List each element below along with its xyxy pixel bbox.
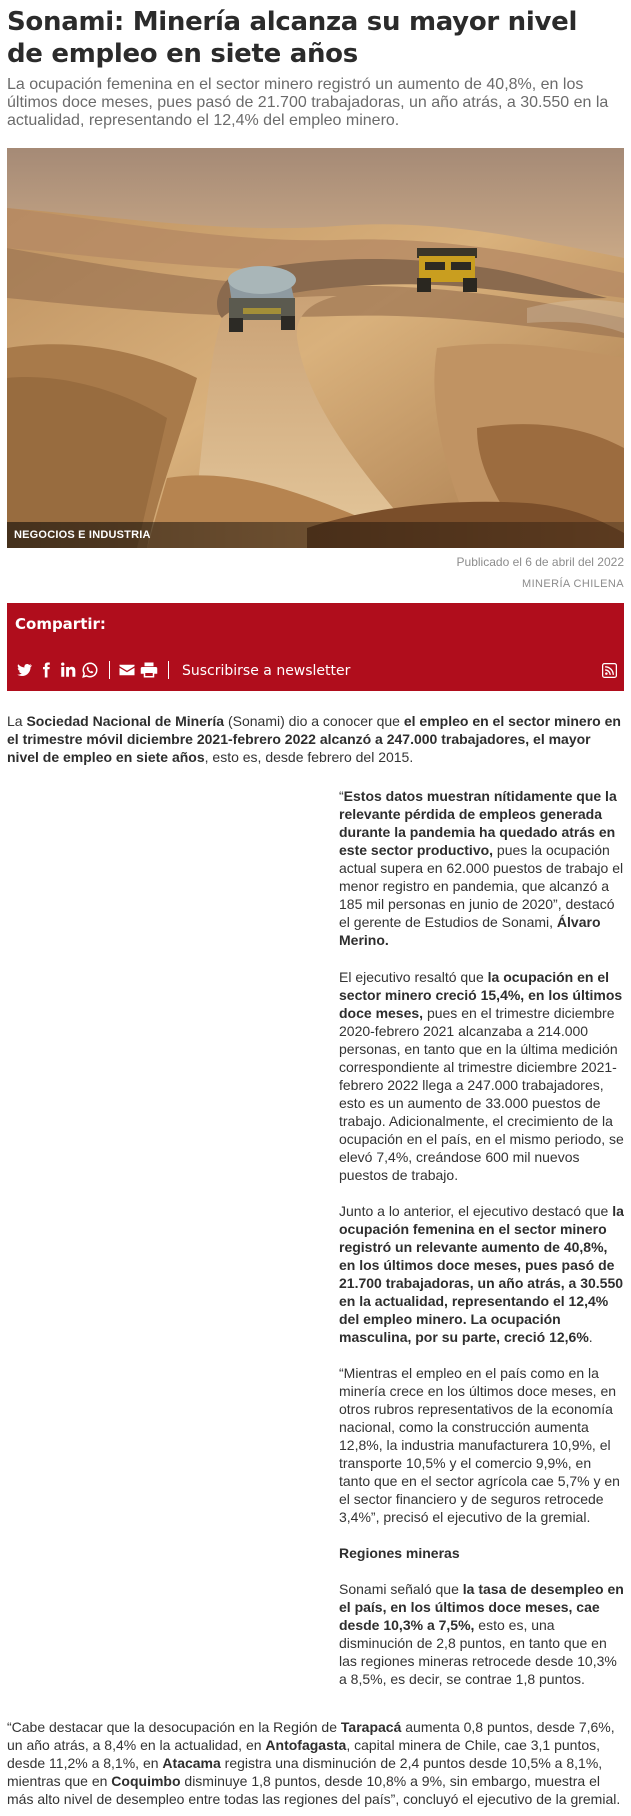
newsletter-link[interactable]: Suscribirse a newsletter — [182, 663, 351, 679]
image-caption: NEGOCIOS E INDUSTRIA — [14, 529, 151, 541]
rss-icon[interactable] — [602, 663, 617, 678]
paragraph-other-sectors: “Mientras el empleo en el país como en la minería crece en los últimos doce meses, en otros rubros representativos de la economía nacional, como la construcción aumenta 12,8%, la industria manufacturera 10,9%, el transporte 10,5% y el comercio 9,9%, en tanto que en el sector agrícola cae 5,7% y en el sector financiero y de seguros retrocede 3,4%”, precisó el ejecutivo de la gremial. — [339, 1365, 620, 1525]
print-icon[interactable] — [140, 661, 158, 679]
whatsapp-icon[interactable] — [81, 661, 99, 679]
linkedin-icon[interactable] — [59, 661, 77, 679]
email-icon[interactable] — [118, 661, 136, 679]
mine-illustration — [7, 148, 624, 548]
paragraph-intro: La Sociedad Nacional de Minería (Sonami) dio a conocer que el empleo en el sector minero en el trimestre móvil diciembre 2021-febrero 2022 alcanzó a 247.000 trabajadores, el mayor nivel de empleo en siete años, esto es, desde febrero del 2015. — [7, 713, 621, 765]
facebook-icon[interactable] — [37, 661, 55, 679]
share-divider — [109, 661, 110, 679]
article-title: Sonami: Minería alcanza su mayor nivel de empleo en siete años — [7, 7, 578, 69]
subheading-regiones: Regiones mineras — [339, 1545, 460, 1561]
share-divider — [168, 661, 169, 679]
share-bar — [7, 603, 624, 691]
paragraph-sector-growth: El ejecutivo resaltó que la ocupación en el sector minero creció 15,4%, en los últimos doce meses, pues en el trimestre diciembre 2020-febrero 2021 alcanzaba a 214.000 personas, en tanto que en la última medición correspondiente al trimestre diciembre 2021-febrero 2022 llega a 247.000 trabajadores, esto es un aumento de 33.000 puestos de trabajo. Adicionalmente, el crecimiento de la ocupación en el país, en el mismo periodo, se elevó 7,4%, creándose 600 mil nuevos puestos de trabajo. — [339, 969, 624, 1183]
article-subtitle: La ocupación femenina en el sector minero registró un aumento de 40,8%, en los últimos doce meses, pues pasó de 21.700 trabajadoras, un año atrás, a 30.550 en la actualidad, representando el 12,4% del empleo minero. — [7, 76, 609, 129]
twitter-icon[interactable] — [15, 661, 33, 679]
paragraph-quote-merino: “Estos datos muestran nítidamente que la relevante pérdida de empleos generada durante la pandemia ha quedado atrás en este sector productivo, pues la ocupación actual supera en 62.000 puestos de trabajo el menor registro en pandemia, que alcanzó a 185 mil personas en junio de 2020”, destacó el gerente de Estudios de Sonami, Álvaro Merino. — [339, 788, 624, 948]
published-date: Publicado el 6 de abril del 2022 — [456, 555, 624, 569]
paragraph-unemployment: Sonami señaló que la tasa de desempleo en el país, en los últimos doce meses, cae desde 10,3% a 7,5%, esto es, una disminución de 2,8 puntos, en tanto que en las regiones mineras retrocede desde 10,3% a 8,5%, es decir, se contrae 1,8 puntos. — [339, 1581, 624, 1687]
share-title: Compartir: — [15, 615, 106, 633]
hero-image — [7, 148, 624, 548]
paragraph-regions: “Cabe destacar que la desocupación en la Región de Tarapacá aumenta 0,8 puntos, desde 7,6%, un año atrás, a 8,4% en la actualidad, en Antofagasta, capital minera de Chile, cae 3,1 puntos, desde 11,2% a 8,1%, en Atacama registra una disminución de 2,4 puntos desde 10,5% a 8,1%, mientras que en Coquimbo disminuye 1,8 puntos, desde 10,8% a 9%, sin embargo, muestra el más alto nivel de desempleo entre todas las regiones del país”, concluyó el ejecutivo de la gremial. — [7, 1719, 621, 1807]
paragraph-female-employment: Junto a lo anterior, el ejecutivo destacó que la ocupación femenina en el sector minero registró un relevante aumento de 40,8%, en los últimos doce meses, pues pasó de 21.700 trabajadoras, un año atrás, a 30.550 en la actualidad, representando el 12,4% del empleo minero. La ocupación masculina, por su parte, creció 12,6%. — [339, 1203, 624, 1345]
image-caption-bar — [7, 522, 624, 548]
share-icons — [15, 660, 177, 680]
article-source: MINERÍA CHILENA — [522, 578, 624, 590]
